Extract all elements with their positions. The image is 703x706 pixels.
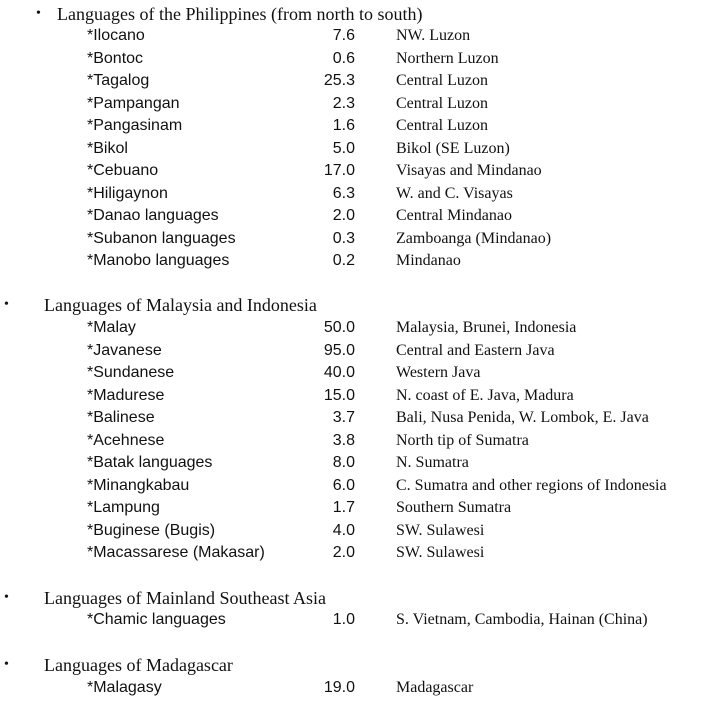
- region-name: S. Vietnam, Cambodia, Hainan (China): [396, 611, 648, 628]
- language-name: *Bontoc: [87, 49, 144, 67]
- language-name: *Pangasinam: [87, 117, 183, 134]
- speaker-count: 2.3: [332, 94, 355, 112]
- table-row: [0, 93, 703, 116]
- speaker-count: 19.0: [323, 679, 355, 696]
- section-heading-mainland-southeast-asia: Languages of Mainland Southeast Asia: [44, 588, 326, 608]
- table-row: [0, 385, 703, 408]
- region-name: Southern Sumatra: [396, 499, 512, 516]
- language-name: *Balinese: [87, 409, 155, 426]
- speaker-count: 3.7: [332, 409, 355, 426]
- bullet-mainland-southeast-asia: •: [4, 590, 9, 605]
- language-name: *Malagasy: [87, 679, 162, 696]
- section-heading-madagascar: Languages of Madagascar: [44, 655, 233, 675]
- table-row: [0, 497, 703, 520]
- region-name: Central Luzon: [396, 117, 488, 134]
- region-name: Central Luzon: [396, 72, 488, 89]
- language-name: *Bikol: [87, 139, 128, 157]
- language-name: *Buginese (Bugis): [87, 521, 216, 539]
- table-row: [0, 340, 703, 363]
- table-row: [0, 205, 703, 228]
- region-name: Malaysia, Brunei, Indonesia: [396, 319, 577, 336]
- speaker-count: 4.0: [332, 521, 355, 539]
- language-name: *Chamic languages: [87, 611, 226, 628]
- speaker-count: 2.0: [332, 544, 355, 561]
- table-row: [0, 160, 703, 183]
- table-row: [0, 317, 703, 340]
- region-name: SW. Sulawesi: [396, 521, 485, 539]
- region-name: Zamboanga (Mindanao): [396, 229, 552, 247]
- table-row: [0, 407, 703, 430]
- table-row: [0, 25, 703, 48]
- language-name: *Pampangan: [87, 94, 180, 112]
- language-name: *Minangkabau: [87, 476, 190, 494]
- language-name: *Cebuano: [87, 162, 159, 179]
- table-row: [0, 677, 703, 700]
- speaker-count: 1.6: [332, 117, 355, 134]
- table-row: [0, 48, 703, 71]
- region-name: C. Sumatra and other regions of Indonesia: [396, 476, 667, 494]
- speaker-count: 3.8: [332, 431, 355, 449]
- language-name: *Subanon languages: [87, 229, 236, 247]
- table-row: [0, 452, 703, 475]
- region-name: Western Java: [396, 364, 481, 381]
- bullet-philippines: •: [36, 6, 41, 21]
- table-row: [0, 609, 703, 632]
- bullet-madagascar: •: [4, 657, 9, 672]
- section-heading-philippines: Languages of the Philippines (from north to south): [57, 4, 423, 24]
- language-name: *Manobo languages: [87, 252, 230, 269]
- language-name: *Acehnese: [87, 431, 165, 449]
- speaker-count: 8.0: [332, 454, 355, 471]
- table-row: [0, 542, 703, 565]
- speaker-count: 25.3: [323, 72, 355, 89]
- table-row: [0, 115, 703, 138]
- table-row: [0, 362, 703, 385]
- speaker-count: 5.0: [332, 139, 355, 157]
- table-row: [0, 250, 703, 273]
- table-row: [0, 70, 703, 93]
- speaker-count: 95.0: [323, 341, 355, 359]
- language-name: *Javanese: [87, 341, 162, 359]
- table-row: [0, 520, 703, 543]
- bullet-malaysia-indonesia: •: [4, 297, 9, 312]
- speaker-count: 0.3: [332, 229, 355, 247]
- region-name: Mindanao: [396, 252, 461, 269]
- language-name: *Lampung: [87, 499, 160, 516]
- table-row: [0, 138, 703, 161]
- region-name: Visayas and Mindanao: [396, 162, 542, 179]
- speaker-count: 1.0: [332, 611, 355, 628]
- region-name: Madagascar: [396, 679, 474, 696]
- section-heading-malaysia-indonesia: Languages of Malaysia and Indonesia: [44, 295, 317, 315]
- language-name: *Sundanese: [87, 364, 175, 381]
- region-name: N. coast of E. Java, Madura: [396, 386, 574, 404]
- region-name: NW. Luzon: [396, 27, 471, 44]
- region-name: Central and Eastern Java: [396, 341, 555, 359]
- region-name: North tip of Sumatra: [396, 431, 529, 449]
- region-name: Central Luzon: [396, 94, 488, 112]
- speaker-count: 15.0: [323, 386, 355, 404]
- speaker-count: 6.3: [332, 184, 355, 202]
- language-name: *Macassarese (Makasar): [87, 544, 265, 561]
- table-row: [0, 228, 703, 251]
- speaker-count: 17.0: [323, 162, 355, 179]
- region-name: Bikol (SE Luzon): [396, 139, 510, 157]
- language-name: *Tagalog: [87, 72, 150, 89]
- speaker-count: 0.6: [332, 49, 355, 67]
- table-row: [0, 183, 703, 206]
- language-name: *Malay: [87, 319, 136, 336]
- table-row: [0, 475, 703, 498]
- region-name: N. Sumatra: [396, 454, 469, 471]
- language-name: *Danao languages: [87, 207, 219, 224]
- speaker-count: 40.0: [323, 364, 355, 381]
- speaker-count: 0.2: [332, 252, 355, 269]
- speaker-count: 1.7: [332, 499, 355, 516]
- language-name: *Ilocano: [87, 27, 145, 44]
- table-row: [0, 430, 703, 453]
- region-name: Central Mindanao: [396, 207, 512, 224]
- language-name: *Madurese: [87, 386, 165, 404]
- region-name: SW. Sulawesi: [396, 544, 485, 561]
- language-name: *Batak languages: [87, 454, 213, 471]
- speaker-count: 50.0: [323, 319, 355, 336]
- speaker-count: 2.0: [332, 207, 355, 224]
- region-name: Northern Luzon: [396, 49, 499, 67]
- speaker-count: 6.0: [332, 476, 355, 494]
- region-name: Bali, Nusa Penida, W. Lombok, E. Java: [396, 409, 649, 426]
- region-name: W. and C. Visayas: [396, 184, 513, 202]
- speaker-count: 7.6: [332, 27, 355, 44]
- language-name: *Hiligaynon: [87, 184, 168, 202]
